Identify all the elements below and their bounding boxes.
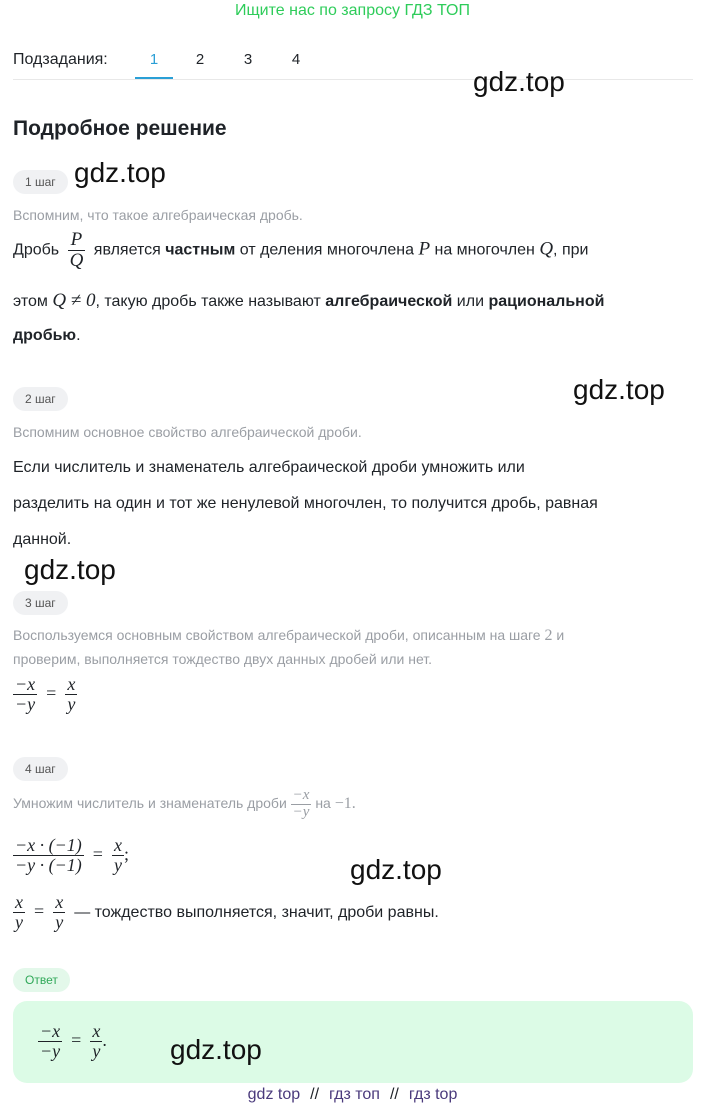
text: , при — [553, 241, 589, 259]
fraction-denominator: y — [92, 1040, 101, 1061]
equals-sign: = — [46, 683, 57, 704]
fraction-denominator: y — [67, 693, 76, 714]
bold-term: рациональной — [488, 293, 605, 310]
tab-subtask-4[interactable]: 4 — [291, 51, 301, 68]
fraction — [112, 836, 124, 875]
fraction — [38, 1022, 62, 1061]
fraction-denominator: −y — [292, 803, 310, 820]
text: от деления многочлена — [239, 241, 414, 259]
fraction-numerator: P — [68, 230, 86, 251]
math-var: P — [418, 238, 431, 260]
fraction-denominator: Q — [69, 249, 84, 271]
answer-badge: Ответ — [13, 968, 70, 992]
fraction — [13, 675, 37, 714]
text: или — [456, 293, 485, 310]
step-hint: Вспомним, что такое алгебраическая дробь. — [13, 207, 303, 223]
text: , такую дробь также называют — [95, 293, 321, 310]
step-1-line-2 — [13, 290, 604, 312]
text: Умножим числитель и знаменатель дроби — [13, 794, 287, 811]
step-badge: 1 шаг — [13, 170, 68, 194]
step-1-line-3 — [13, 327, 81, 345]
equals-sign: = — [92, 844, 103, 865]
footer-separator: // — [310, 1086, 320, 1103]
punctuation: . — [102, 1030, 107, 1051]
fraction-numerator: −x · (−1) — [15, 835, 82, 855]
conclusion-text: — тождество выполняется, значит, дроби равны. — [74, 904, 439, 922]
tab-subtask-3[interactable]: 3 — [243, 51, 253, 68]
fraction-p-over-q — [68, 230, 86, 271]
fraction-denominator: −y · (−1) — [15, 854, 82, 875]
text: . — [76, 327, 81, 344]
text: на — [315, 794, 331, 811]
step-badge: 3 шаг — [13, 591, 68, 615]
step-hint — [13, 788, 356, 821]
step-hint: Вспомним основное свойство алгебраической дроби. — [13, 424, 362, 440]
math-number: 2 — [544, 627, 553, 644]
fraction-denominator: y — [113, 854, 122, 875]
fraction-numerator: −x — [40, 1021, 61, 1041]
fraction — [65, 675, 77, 714]
footer-link[interactable]: gdz top — [247, 1086, 301, 1103]
footer-links — [0, 1086, 705, 1104]
fraction-numerator: −x — [15, 674, 36, 694]
fraction — [13, 893, 25, 932]
text: на многочлен — [434, 241, 535, 259]
step-badge: 4 шаг — [13, 757, 68, 781]
step-1-line-1 — [13, 230, 588, 271]
step-text: разделить на один и тот же ненулевой многочлен, то получится дробь, равная — [13, 495, 598, 512]
fraction-numerator: x — [55, 892, 64, 912]
watermark: gdz.top — [24, 554, 116, 585]
fraction — [13, 836, 84, 875]
tab-subtask-2[interactable]: 2 — [195, 51, 205, 68]
equation — [13, 893, 439, 932]
step-hint: проверим, выполняется тождество двух данных дробей или нет. — [13, 651, 433, 667]
subtasks-label: Подзадания: — [13, 51, 108, 68]
punctuation: ; — [123, 844, 129, 865]
answer-equation — [38, 1022, 107, 1061]
bold-term: дробью — [13, 327, 77, 344]
watermark: gdz.top — [350, 854, 442, 885]
page-title: Подробное решение — [13, 117, 227, 140]
footer-separator: // — [389, 1086, 399, 1103]
fraction-numerator: −x — [292, 787, 310, 803]
text: и — [556, 627, 565, 643]
tab-subtask-1[interactable]: 1 — [149, 51, 159, 68]
answer-box — [13, 1001, 693, 1083]
text: является — [93, 241, 161, 259]
equation — [13, 675, 77, 714]
fraction — [90, 1022, 102, 1061]
footer-link[interactable]: гдз топ — [329, 1086, 380, 1103]
bold-term: частным — [165, 241, 236, 259]
fraction-numerator: x — [67, 674, 76, 694]
equation — [13, 836, 129, 875]
fraction-denominator: y — [15, 911, 23, 932]
fraction-numerator: x — [92, 1021, 101, 1041]
fraction-numerator: x — [15, 892, 23, 912]
step-text: Если числитель и знаменатель алгебраической дроби умножить или — [13, 459, 525, 476]
watermark: gdz.top — [573, 374, 665, 405]
step-hint — [13, 627, 564, 645]
step-text: данной. — [13, 531, 72, 548]
fraction-denominator: y — [55, 911, 64, 932]
footer-link[interactable]: гдз top — [408, 1086, 458, 1103]
fraction — [53, 893, 65, 932]
watermark: gdz.top — [74, 157, 166, 188]
fraction-numerator: x — [113, 835, 122, 855]
fraction-denominator: −y — [40, 1040, 61, 1061]
nav-divider — [13, 79, 693, 80]
fraction — [291, 788, 312, 821]
text: Воспользуемся основным свойством алгебраической дроби, описанным на шаге — [13, 627, 541, 643]
bold-term: алгебраической — [325, 293, 453, 310]
equals-sign: = — [34, 901, 45, 922]
watermark: gdz.top — [473, 66, 565, 97]
text: этом — [13, 293, 48, 310]
fraction-denominator: −y — [15, 693, 36, 714]
search-banner: Ищите нас по запросу ГДЗ ТОП — [235, 2, 470, 19]
step-badge: 2 шаг — [13, 387, 68, 411]
text: Дробь — [13, 241, 60, 259]
math-var: Q — [539, 238, 554, 260]
math-number: −1. — [334, 794, 356, 812]
equals-sign: = — [71, 1030, 82, 1051]
watermark: gdz.top — [170, 1034, 262, 1065]
math-condition: Q ≠ 0 — [52, 290, 96, 311]
